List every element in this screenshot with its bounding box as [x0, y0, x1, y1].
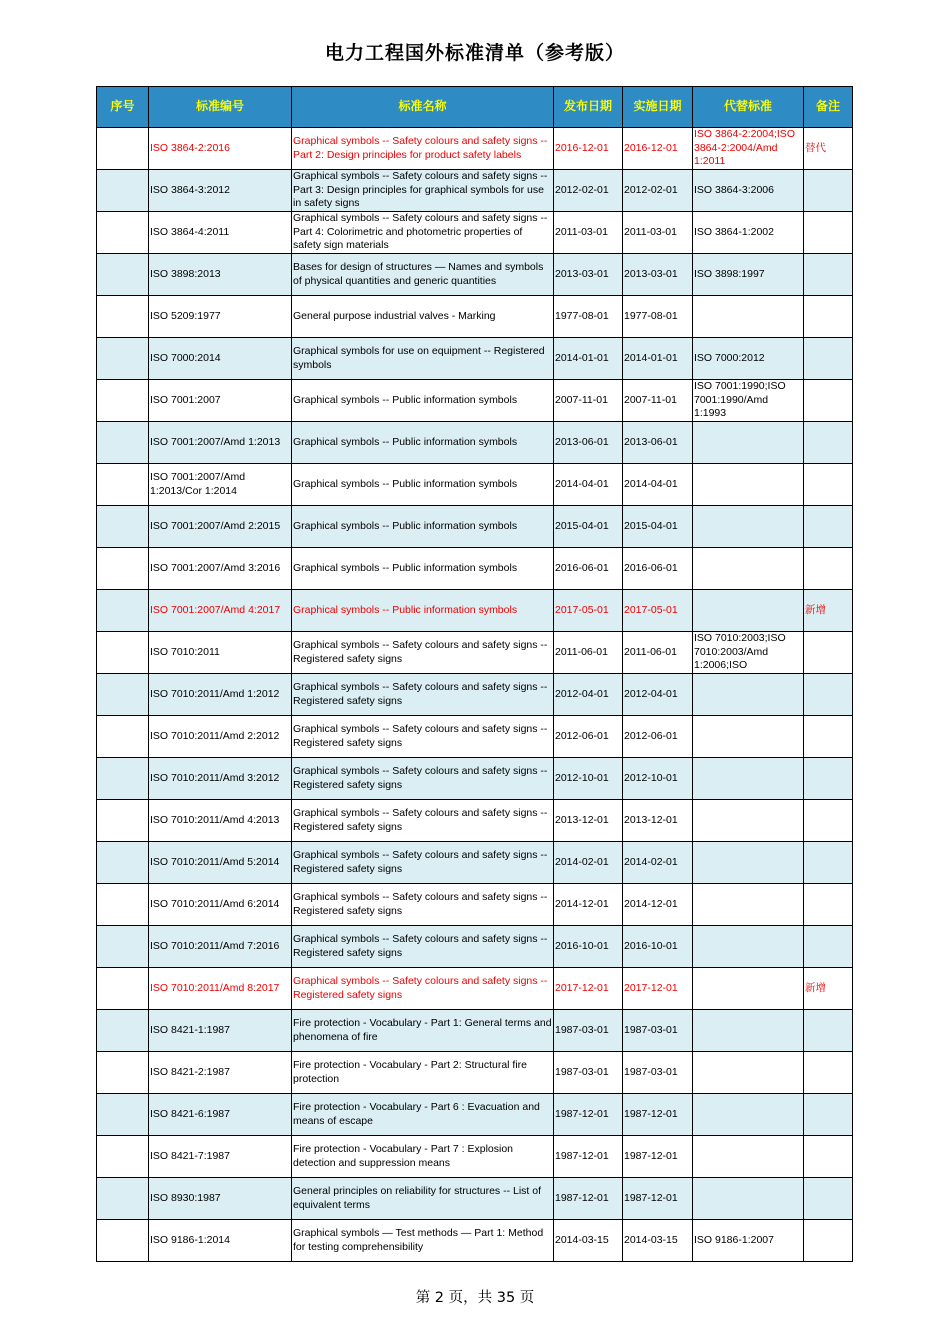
cell-no — [97, 968, 149, 1010]
table-row — [97, 1094, 853, 1136]
table-row — [97, 884, 853, 926]
cell-pub-date: 2015-04-01 — [554, 506, 623, 548]
cell-note — [804, 296, 853, 338]
cell-pub-date: 1987-12-01 — [554, 1178, 623, 1220]
table-row — [97, 758, 853, 800]
cell-no — [97, 296, 149, 338]
cell-name: General principles on reliability for structures -- List of equivalent terms — [292, 1178, 554, 1220]
cell-name: Graphical symbols -- Safety colours and safety signs -- Registered safety signs — [292, 716, 554, 758]
cell-no — [97, 128, 149, 170]
cell-replaces — [693, 296, 804, 338]
cell-name: Graphical symbols -- Safety colours and safety signs -- Registered safety signs — [292, 674, 554, 716]
cell-note — [804, 1178, 853, 1220]
cell-impl-date: 2013-12-01 — [623, 800, 693, 842]
cell-no — [97, 1220, 149, 1262]
cell-replaces: ISO 3864-1:2002 — [693, 212, 804, 254]
cell-code: ISO 7010:2011/Amd 4:2013 — [149, 800, 292, 842]
col-header-code: 标准编号 — [149, 87, 292, 128]
cell-code: ISO 7010:2011/Amd 7:2016 — [149, 926, 292, 968]
cell-code: ISO 7001:2007 — [149, 380, 292, 422]
col-header-name: 标准名称 — [292, 87, 554, 128]
cell-name: Fire protection - Vocabulary - Part 1: General terms and phenomena of fire — [292, 1010, 554, 1052]
cell-no — [97, 758, 149, 800]
cell-note — [804, 632, 853, 674]
cell-pub-date: 2012-10-01 — [554, 758, 623, 800]
cell-pub-date: 2013-03-01 — [554, 254, 623, 296]
cell-pub-date: 2016-06-01 — [554, 548, 623, 590]
cell-pub-date: 2012-04-01 — [554, 674, 623, 716]
cell-name: Graphical symbols -- Public information symbols — [292, 380, 554, 422]
cell-replaces — [693, 590, 804, 632]
cell-no — [97, 884, 149, 926]
cell-replaces — [693, 758, 804, 800]
cell-code: ISO 7001:2007/Amd 1:2013/Cor 1:2014 — [149, 464, 292, 506]
cell-note — [804, 926, 853, 968]
cell-replaces — [693, 674, 804, 716]
cell-replaces: ISO 9186-1:2007 — [693, 1220, 804, 1262]
cell-pub-date: 2013-12-01 — [554, 800, 623, 842]
cell-note — [804, 380, 853, 422]
cell-pub-date: 1977-08-01 — [554, 296, 623, 338]
cell-replaces — [693, 842, 804, 884]
cell-replaces — [693, 1052, 804, 1094]
cell-code: ISO 3864-4:2011 — [149, 212, 292, 254]
cell-replaces — [693, 1094, 804, 1136]
cell-code: ISO 7010:2011/Amd 1:2012 — [149, 674, 292, 716]
cell-code: ISO 8421-2:1987 — [149, 1052, 292, 1094]
cell-pub-date: 2014-01-01 — [554, 338, 623, 380]
cell-code: ISO 9186-1:2014 — [149, 1220, 292, 1262]
cell-impl-date: 2014-03-15 — [623, 1220, 693, 1262]
cell-code: ISO 7001:2007/Amd 4:2017 — [149, 590, 292, 632]
cell-name: Graphical symbols -- Public information symbols — [292, 422, 554, 464]
table-row — [97, 842, 853, 884]
col-header-note: 备注 — [804, 87, 853, 128]
cell-note: 新增 — [804, 590, 853, 632]
cell-name: Graphical symbols -- Safety colours and safety signs -- Registered safety signs — [292, 926, 554, 968]
col-header-replaces: 代替标准 — [693, 87, 804, 128]
cell-replaces — [693, 464, 804, 506]
cell-impl-date: 1987-03-01 — [623, 1052, 693, 1094]
cell-no — [97, 1052, 149, 1094]
table-row — [97, 1220, 853, 1262]
cell-pub-date: 2017-05-01 — [554, 590, 623, 632]
table-row — [97, 548, 853, 590]
cell-name: Fire protection - Vocabulary - Part 6 : Evacuation and means of escape — [292, 1094, 554, 1136]
cell-impl-date: 2007-11-01 — [623, 380, 693, 422]
cell-impl-date: 1987-03-01 — [623, 1010, 693, 1052]
table-body — [97, 128, 853, 1262]
cell-note — [804, 884, 853, 926]
cell-no — [97, 422, 149, 464]
cell-impl-date: 2011-06-01 — [623, 632, 693, 674]
cell-no — [97, 170, 149, 212]
page-footer: 第 2 页，共 35 页 — [415, 1290, 535, 1306]
cell-pub-date: 2012-02-01 — [554, 170, 623, 212]
cell-no — [97, 212, 149, 254]
cell-name: Graphical symbols -- Safety colours and safety signs -- Part 3: Design principles for graphical symbols for use in safety signs — [292, 170, 554, 212]
cell-code: ISO 8421-7:1987 — [149, 1136, 292, 1178]
cell-no — [97, 1010, 149, 1052]
cell-name: Graphical symbols -- Safety colours and safety signs -- Registered safety signs — [292, 842, 554, 884]
cell-replaces: ISO 7000:2012 — [693, 338, 804, 380]
cell-impl-date: 1987-12-01 — [623, 1136, 693, 1178]
cell-pub-date: 2014-03-15 — [554, 1220, 623, 1262]
cell-code: ISO 3864-3:2012 — [149, 170, 292, 212]
cell-impl-date: 2016-10-01 — [623, 926, 693, 968]
cell-no — [97, 590, 149, 632]
cell-note — [804, 212, 853, 254]
cell-code: ISO 7010:2011/Amd 5:2014 — [149, 842, 292, 884]
cell-impl-date: 2014-01-01 — [623, 338, 693, 380]
cell-note — [804, 338, 853, 380]
cell-name: Graphical symbols -- Public information symbols — [292, 464, 554, 506]
cell-impl-date: 2016-06-01 — [623, 548, 693, 590]
cell-note — [804, 506, 853, 548]
cell-note — [804, 1094, 853, 1136]
cell-replaces: ISO 7010:2003;ISO 7010:2003/Amd 1:2006;ISO — [693, 632, 804, 674]
cell-name: Graphical symbols -- Safety colours and safety signs -- Registered safety signs — [292, 758, 554, 800]
table-row — [97, 128, 853, 170]
cell-no — [97, 464, 149, 506]
cell-name: Graphical symbols -- Public information symbols — [292, 506, 554, 548]
cell-name: Graphical symbols -- Safety colours and safety signs -- Part 4: Colorimetric and photometric properties of safety sign materials — [292, 212, 554, 254]
table-row — [97, 632, 853, 674]
cell-note — [804, 1220, 853, 1262]
cell-name: Graphical symbols — Test methods — Part 1: Method for testing comprehensibility — [292, 1220, 554, 1262]
cell-impl-date: 1987-12-01 — [623, 1094, 693, 1136]
cell-name: Bases for design of structures — Names and symbols of physical quantities and generic quantities — [292, 254, 554, 296]
cell-pub-date: 2016-10-01 — [554, 926, 623, 968]
cell-pub-date: 1987-03-01 — [554, 1052, 623, 1094]
cell-name: Graphical symbols -- Safety colours and safety signs -- Part 2: Design principles for product safety labels — [292, 128, 554, 170]
cell-note — [804, 1136, 853, 1178]
cell-no — [97, 338, 149, 380]
cell-pub-date: 2011-03-01 — [554, 212, 623, 254]
cell-replaces — [693, 716, 804, 758]
cell-code: ISO 7010:2011/Amd 2:2012 — [149, 716, 292, 758]
col-header-no: 序号 — [97, 87, 149, 128]
cell-replaces — [693, 506, 804, 548]
cell-no — [97, 1178, 149, 1220]
table-row — [97, 296, 853, 338]
cell-no — [97, 632, 149, 674]
cell-name: Graphical symbols -- Public information symbols — [292, 548, 554, 590]
cell-code: ISO 7010:2011/Amd 3:2012 — [149, 758, 292, 800]
cell-replaces — [693, 884, 804, 926]
col-header-impl-date: 实施日期 — [623, 87, 693, 128]
cell-impl-date: 2015-04-01 — [623, 506, 693, 548]
cell-note: 替代 — [804, 128, 853, 170]
cell-replaces — [693, 968, 804, 1010]
cell-code: ISO 3864-2:2016 — [149, 128, 292, 170]
cell-no — [97, 506, 149, 548]
cell-no — [97, 842, 149, 884]
cell-impl-date: 2016-12-01 — [623, 128, 693, 170]
cell-impl-date: 2014-04-01 — [623, 464, 693, 506]
cell-code: ISO 8421-1:1987 — [149, 1010, 292, 1052]
table-header-row — [97, 87, 853, 128]
cell-replaces — [693, 926, 804, 968]
cell-impl-date: 2012-02-01 — [623, 170, 693, 212]
cell-note — [804, 422, 853, 464]
table-row — [97, 968, 853, 1010]
cell-pub-date: 2007-11-01 — [554, 380, 623, 422]
cell-note — [804, 800, 853, 842]
cell-pub-date: 2014-12-01 — [554, 884, 623, 926]
cell-note — [804, 674, 853, 716]
table-row — [97, 422, 853, 464]
cell-code: ISO 8930:1987 — [149, 1178, 292, 1220]
table-row — [97, 590, 853, 632]
cell-pub-date: 2017-12-01 — [554, 968, 623, 1010]
cell-pub-date: 1987-12-01 — [554, 1094, 623, 1136]
cell-note — [804, 1052, 853, 1094]
cell-code: ISO 5209:1977 — [149, 296, 292, 338]
cell-impl-date: 2017-05-01 — [623, 590, 693, 632]
table-row — [97, 800, 853, 842]
cell-note — [804, 170, 853, 212]
table-row — [97, 212, 853, 254]
cell-code: ISO 7010:2011/Amd 8:2017 — [149, 968, 292, 1010]
cell-name: Graphical symbols -- Safety colours and safety signs -- Registered safety signs — [292, 800, 554, 842]
cell-impl-date: 2012-10-01 — [623, 758, 693, 800]
cell-code: ISO 7001:2007/Amd 1:2013 — [149, 422, 292, 464]
cell-pub-date: 2016-12-01 — [554, 128, 623, 170]
cell-replaces: ISO 3864-3:2006 — [693, 170, 804, 212]
page-title: 电力工程国外标准清单（参考版） — [324, 42, 625, 64]
cell-note — [804, 548, 853, 590]
cell-name: Graphical symbols -- Safety colours and safety signs -- Registered safety signs — [292, 632, 554, 674]
cell-name: Fire protection - Vocabulary - Part 2: Structural fire protection — [292, 1052, 554, 1094]
cell-code: ISO 7010:2011 — [149, 632, 292, 674]
cell-pub-date: 2012-06-01 — [554, 716, 623, 758]
table-row — [97, 1136, 853, 1178]
cell-replaces — [693, 800, 804, 842]
table-row — [97, 338, 853, 380]
cell-note: 新增 — [804, 968, 853, 1010]
cell-no — [97, 380, 149, 422]
table-row — [97, 1010, 853, 1052]
cell-impl-date: 2014-12-01 — [623, 884, 693, 926]
table-row — [97, 170, 853, 212]
cell-no — [97, 254, 149, 296]
cell-replaces — [693, 422, 804, 464]
cell-no — [97, 1136, 149, 1178]
cell-name: General purpose industrial valves - Marking — [292, 296, 554, 338]
table-row — [97, 254, 853, 296]
cell-no — [97, 1094, 149, 1136]
cell-impl-date: 2014-02-01 — [623, 842, 693, 884]
cell-note — [804, 464, 853, 506]
cell-pub-date: 2011-06-01 — [554, 632, 623, 674]
table-row — [97, 716, 853, 758]
cell-impl-date: 2012-04-01 — [623, 674, 693, 716]
cell-code: ISO 7000:2014 — [149, 338, 292, 380]
cell-note — [804, 842, 853, 884]
table-row — [97, 926, 853, 968]
col-header-pub-date: 发布日期 — [554, 87, 623, 128]
cell-impl-date: 2013-06-01 — [623, 422, 693, 464]
cell-pub-date: 2014-04-01 — [554, 464, 623, 506]
table-row — [97, 464, 853, 506]
cell-no — [97, 800, 149, 842]
cell-note — [804, 758, 853, 800]
cell-impl-date: 1977-08-01 — [623, 296, 693, 338]
cell-replaces — [693, 1136, 804, 1178]
cell-impl-date: 2017-12-01 — [623, 968, 693, 1010]
cell-code: ISO 3898:2013 — [149, 254, 292, 296]
table-row — [97, 1052, 853, 1094]
cell-no — [97, 926, 149, 968]
cell-pub-date: 1987-12-01 — [554, 1136, 623, 1178]
cell-impl-date: 2012-06-01 — [623, 716, 693, 758]
table-row — [97, 1178, 853, 1220]
cell-replaces — [693, 1010, 804, 1052]
cell-code: ISO 7010:2011/Amd 6:2014 — [149, 884, 292, 926]
table-row — [97, 674, 853, 716]
cell-code: ISO 7001:2007/Amd 3:2016 — [149, 548, 292, 590]
table-row — [97, 506, 853, 548]
cell-replaces — [693, 1178, 804, 1220]
cell-pub-date: 2014-02-01 — [554, 842, 623, 884]
cell-no — [97, 548, 149, 590]
cell-impl-date: 2013-03-01 — [623, 254, 693, 296]
cell-note — [804, 254, 853, 296]
cell-name: Graphical symbols -- Safety colours and safety signs -- Registered safety signs — [292, 968, 554, 1010]
cell-pub-date: 1987-03-01 — [554, 1010, 623, 1052]
standards-table — [96, 86, 853, 1262]
cell-impl-date: 2011-03-01 — [623, 212, 693, 254]
cell-note — [804, 1010, 853, 1052]
cell-name: Graphical symbols -- Public information symbols — [292, 590, 554, 632]
cell-name: Fire protection - Vocabulary - Part 7 : Explosion detection and suppression means — [292, 1136, 554, 1178]
cell-replaces: ISO 7001:1990;ISO 7001:1990/Amd 1:1993 — [693, 380, 804, 422]
cell-name: Graphical symbols -- Safety colours and safety signs -- Registered safety signs — [292, 884, 554, 926]
cell-no — [97, 716, 149, 758]
cell-code: ISO 8421-6:1987 — [149, 1094, 292, 1136]
cell-no — [97, 674, 149, 716]
cell-note — [804, 716, 853, 758]
cell-replaces: ISO 3898:1997 — [693, 254, 804, 296]
cell-name: Graphical symbols for use on equipment -- Registered symbols — [292, 338, 554, 380]
cell-code: ISO 7001:2007/Amd 2:2015 — [149, 506, 292, 548]
cell-replaces: ISO 3864-2:2004;ISO 3864-2:2004/Amd 1:2011 — [693, 128, 804, 170]
cell-impl-date: 1987-12-01 — [623, 1178, 693, 1220]
cell-pub-date: 2013-06-01 — [554, 422, 623, 464]
table-row — [97, 380, 853, 422]
cell-replaces — [693, 548, 804, 590]
